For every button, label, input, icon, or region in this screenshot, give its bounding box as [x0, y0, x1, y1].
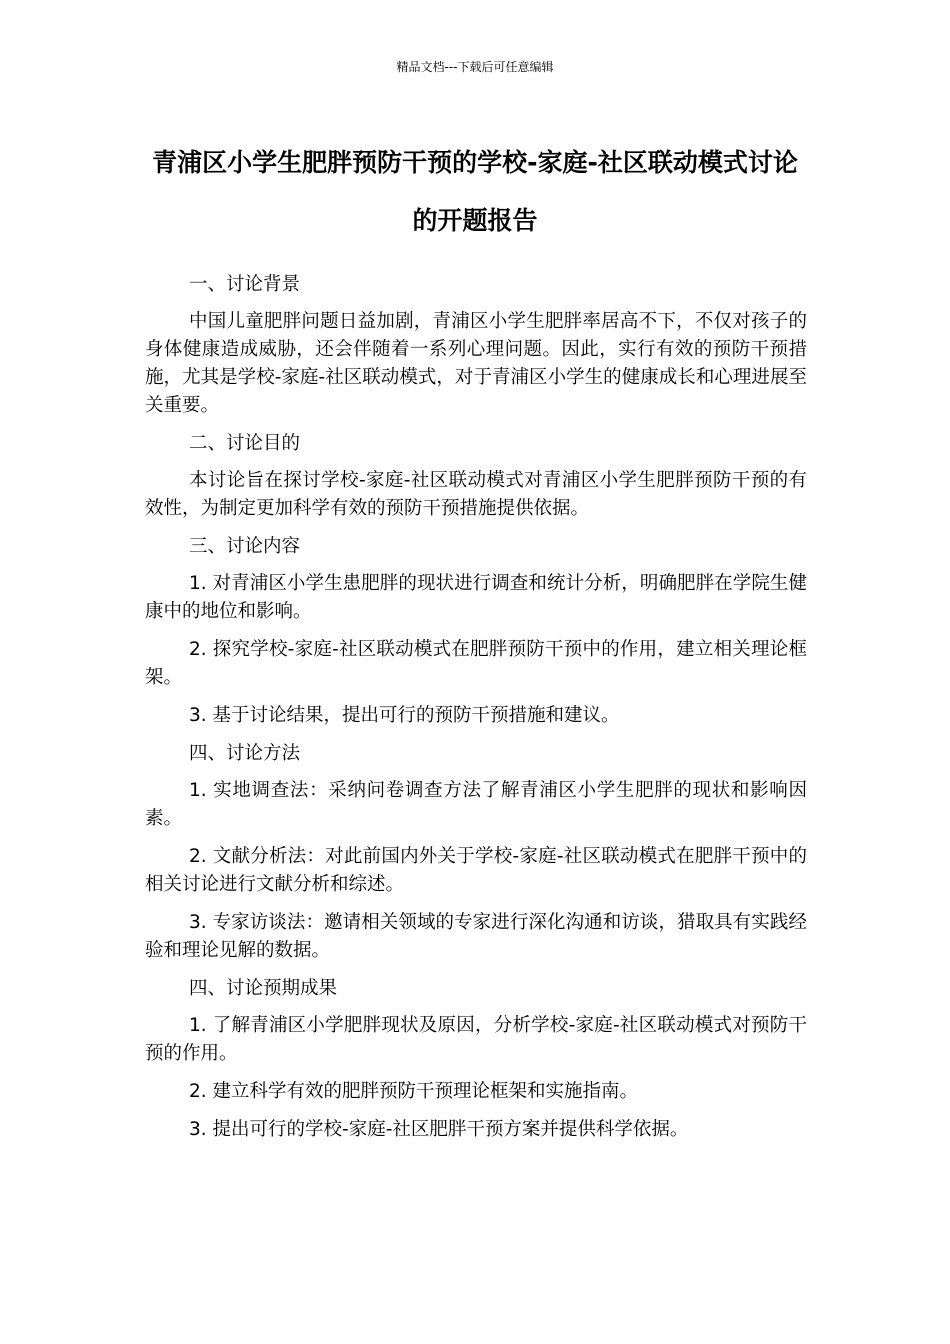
list-item-content-2: 2. 探究学校-家庭-社区联动模式在肥胖预防干预中的作用，建立相关理论框架。	[145, 639, 807, 688]
list-item-outcome-2: 2. 建立科学有效的肥胖预防干预理论框架和实施指南。	[189, 1081, 639, 1102]
list-item-outcome-1: 1. 了解青浦区小学肥胖现状及原因，分析学校-家庭-社区联动模式对预防干预的作用。	[145, 1015, 807, 1064]
list-item-method-2: 2. 文献分析法：对此前国内外关于学校-家庭-社区联动模式在肥胖干预中的相关讨论进行文献分析和综述。	[145, 846, 807, 895]
section-heading-purpose: 二、讨论目的	[189, 433, 301, 454]
list-item-method-1: 1. 实地调查法：采纳问卷调查方法了解青浦区小学生肥胖的现状和影响因素。	[145, 780, 807, 829]
document-body	[145, 271, 807, 1154]
page-header-note: 精品文档---下载后可任意编辑	[396, 60, 554, 74]
paragraph-purpose: 本讨论旨在探讨学校-家庭-社区联动模式对青浦区小学生肥胖预防干预的有效性，为制定更加科学有效的预防干预措施提供依据。	[145, 470, 807, 519]
section-heading-content: 三、讨论内容	[189, 536, 301, 557]
paragraph-background: 中国儿童肥胖问题日益加剧，青浦区小学生肥胖率居高不下，不仅对孩子的身体健康造成威胁，还会伴随着一系列心理问题。因此，实行有效的预防干预措施，尤其是学校-家庭-社区联动模式，对于青浦区小学生的健康成长和心理进展至关重要。	[145, 311, 807, 416]
list-item-method-3: 3. 专家访谈法：邀请相关领域的专家进行深化沟通和访谈，猎取具有实践经验和理论见解的数据。	[145, 912, 807, 961]
list-item-content-3: 3. 基于讨论结果，提出可行的预防干预措施和建议。	[189, 705, 620, 726]
document-title: 青浦区小学生肥胖预防干预的学校-家庭-社区联动模式讨论的开题报告	[152, 148, 798, 235]
section-heading-outcomes: 四、讨论预期成果	[189, 978, 338, 999]
section-heading-background: 一、讨论背景	[189, 274, 301, 295]
section-heading-methods: 四、讨论方法	[189, 743, 301, 764]
list-item-content-1: 1. 对青浦区小学生患肥胖的现状进行调查和统计分析，明确肥胖在学院生健康中的地位和影响。	[145, 573, 807, 622]
list-item-outcome-3: 3. 提出可行的学校-家庭-社区肥胖干预方案并提供科学依据。	[189, 1119, 689, 1140]
